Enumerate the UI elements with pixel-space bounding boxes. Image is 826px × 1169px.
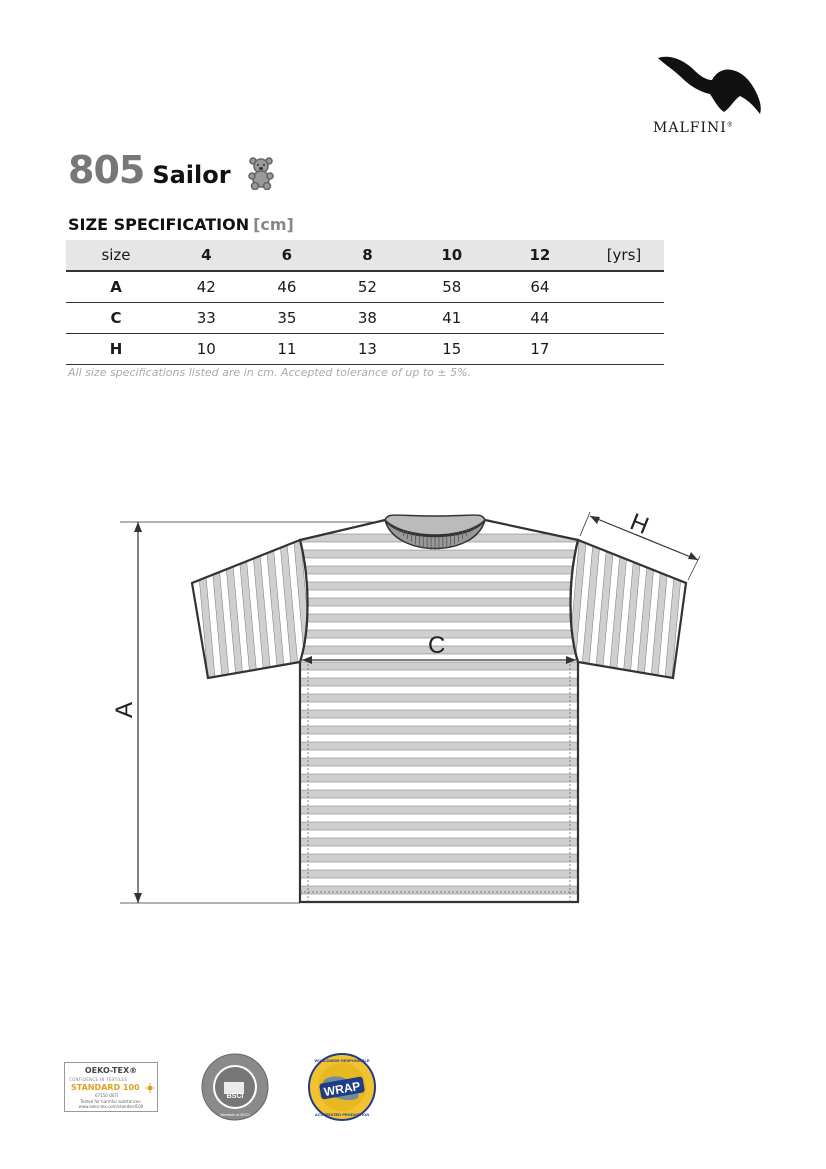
sleeve-stripe: [705, 520, 728, 700]
table-row: [66, 271, 664, 303]
dimension-a-label: A: [111, 701, 138, 718]
size-unit: [yrs]: [584, 240, 664, 271]
stripe: [290, 822, 590, 830]
oeko-line2: www.oeko-tex.com/standard100: [78, 1104, 144, 1109]
table-cell: 52: [327, 271, 408, 303]
body-stripes: [290, 510, 590, 910]
bsci-bottom-text: Member of BSCI: [220, 1112, 250, 1117]
table-cell: 58: [408, 271, 496, 303]
size-col: 10: [408, 240, 496, 271]
stripe: [290, 758, 590, 766]
table-cell: 10: [166, 334, 247, 365]
stripe: [290, 742, 590, 750]
table-cell: 42: [166, 271, 247, 303]
product-name: Sailor: [152, 161, 231, 189]
stripe: [290, 582, 590, 590]
eagle-icon: [650, 50, 770, 120]
dimension-h-label: H: [626, 508, 653, 540]
table-row: [66, 334, 664, 365]
table-cell: 38: [327, 303, 408, 334]
stripe: [290, 598, 590, 606]
size-col: 4: [166, 240, 247, 271]
dimension-c-label: C: [428, 632, 446, 659]
oeko-subtitle: CONFIDENCE IN TEXTILES: [69, 1077, 128, 1082]
stripe: [290, 870, 590, 878]
table-cell: 13: [327, 334, 408, 365]
stripe: [290, 614, 590, 622]
oeko-footer: [71, 1099, 151, 1109]
row-label: A: [66, 271, 166, 303]
table-cell: 17: [496, 334, 584, 365]
sleeve-stripe: [110, 520, 133, 700]
stripe: [290, 726, 590, 734]
spec-unit: [cm]: [253, 215, 294, 234]
stripe: [290, 566, 590, 574]
table-cell-empty: [584, 303, 664, 334]
sleeve-stripe: [691, 520, 714, 700]
stripe: [290, 694, 590, 702]
teddy-bear-icon: [247, 156, 275, 190]
table-cell: 11: [247, 334, 328, 365]
spec-title: [68, 215, 294, 234]
sleeve-stripe: [152, 520, 175, 700]
oeko-tex-badge: [64, 1062, 158, 1112]
oeko-title: OEKO-TEX®: [84, 1066, 138, 1075]
stripe: [290, 886, 590, 894]
tshirt-illustration: [110, 500, 730, 920]
sleeve-stripe: [110, 520, 119, 700]
tshirt-diagram: [110, 500, 730, 920]
table-cell: 46: [247, 271, 328, 303]
brand-name: [653, 120, 734, 136]
sleeve-stripe: [124, 520, 147, 700]
stripe: [290, 806, 590, 814]
row-label: H: [66, 334, 166, 365]
bsci-badge: [200, 1052, 270, 1122]
bsci-center-text: BSCI: [226, 1093, 244, 1100]
sleeve-stripe: [138, 520, 161, 700]
product-code: 805: [68, 148, 145, 192]
wrap-center-text: WRAP: [322, 1078, 362, 1100]
wrap-badge: [304, 1052, 380, 1122]
size-header-row: [66, 240, 664, 271]
wrap-bottom-text: ACCREDITED PRODUCTION: [314, 1112, 370, 1117]
sun-icon: [145, 1083, 155, 1093]
oeko-standard: STANDARD 100: [71, 1083, 140, 1092]
product-title: [68, 148, 231, 194]
stripe: [290, 854, 590, 862]
size-col: 6: [247, 240, 328, 271]
stripe: [290, 678, 590, 686]
wrap-top-text: WORLDWIDE RESPONSIBLE: [314, 1058, 370, 1063]
stripe: [290, 550, 590, 558]
sleeve-stripe: [166, 520, 189, 700]
brand-text: MALFINI: [653, 120, 727, 136]
size-col: 8: [327, 240, 408, 271]
table-cell: 35: [247, 303, 328, 334]
table-row: [66, 303, 664, 334]
stripe: [290, 902, 590, 910]
size-col: 12: [496, 240, 584, 271]
table-cell-empty: [584, 271, 664, 303]
oeko-number: 67150 OETI: [95, 1093, 119, 1098]
table-cell: 64: [496, 271, 584, 303]
sleeve-stripe: [719, 520, 730, 700]
stripe: [290, 838, 590, 846]
stripe: [290, 774, 590, 782]
stripe: [290, 710, 590, 718]
size-header-label: size: [66, 240, 166, 271]
table-cell: 41: [408, 303, 496, 334]
table-cell-empty: [584, 334, 664, 365]
row-label: C: [66, 303, 166, 334]
tolerance-note: All size specifications listed are in cm. Accepted tolerance of up to ± 5%.: [68, 366, 472, 379]
table-cell: 33: [166, 303, 247, 334]
spec-title-text: SIZE SPECIFICATION: [68, 215, 250, 234]
oeko-line1: Tested for harmful substances.: [80, 1099, 142, 1104]
table-cell: 44: [496, 303, 584, 334]
brand-registered-mark: ®: [726, 121, 734, 129]
stripe: [290, 662, 590, 670]
table-cell: 15: [408, 334, 496, 365]
stripe: [290, 790, 590, 798]
size-table: [66, 240, 664, 365]
